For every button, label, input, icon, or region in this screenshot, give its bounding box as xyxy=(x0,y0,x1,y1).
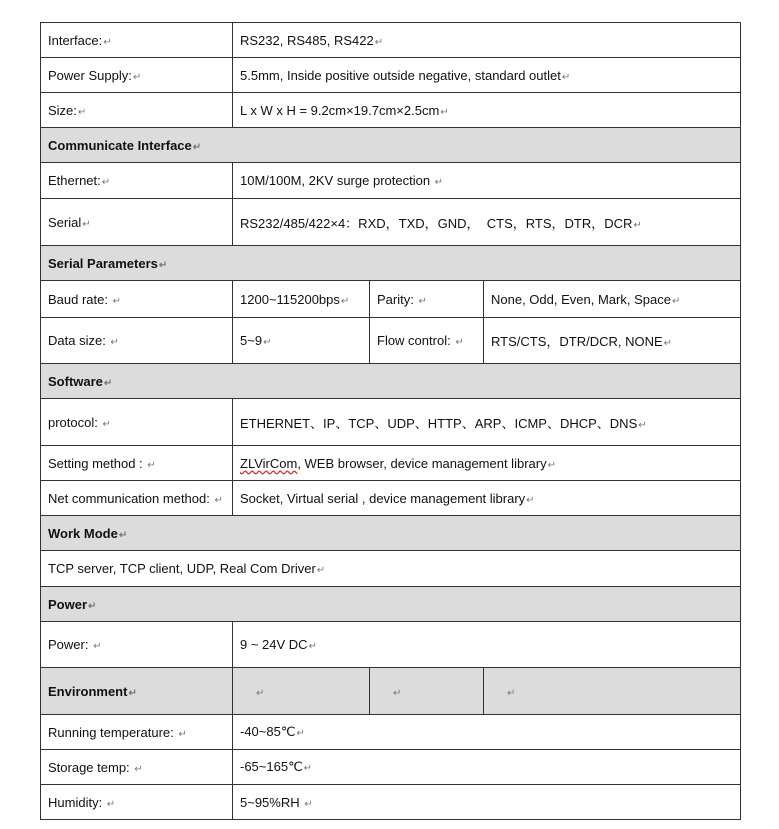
return-mark-icon: ↵ xyxy=(178,728,187,740)
return-mark-icon: ↵ xyxy=(374,36,384,48)
return-mark-icon: ↵ xyxy=(106,798,116,810)
table-row xyxy=(41,551,741,587)
environment-empty-cell xyxy=(370,668,484,715)
protocol-label: protocol: ↵ xyxy=(41,399,233,446)
interface-label: Interface:↵ xyxy=(41,23,233,58)
table-row xyxy=(41,163,741,199)
return-mark-icon: ↵ xyxy=(547,459,556,471)
storage-temp-value: -65~165℃↵ xyxy=(233,750,741,785)
data-size-label: Data size: ↵ xyxy=(41,318,233,364)
flow-control-value: RTS/CTS，DTR/DCR, NONE↵ xyxy=(484,318,741,364)
net-comm-label: Net communication method: ↵ xyxy=(41,481,233,516)
return-mark-icon: ↵ xyxy=(103,377,113,389)
section-environment: Environment↵ xyxy=(41,668,233,715)
table-row xyxy=(41,446,741,481)
serial-label: Serial↵ xyxy=(41,199,233,246)
return-mark-icon: ↵ xyxy=(110,337,119,348)
return-mark-icon: ↵ xyxy=(507,687,516,699)
table-row xyxy=(41,785,741,820)
return-mark-icon: ↵ xyxy=(93,641,102,652)
return-mark-icon: ↵ xyxy=(418,295,427,307)
return-mark-icon: ↵ xyxy=(214,494,223,506)
return-mark-icon: ↵ xyxy=(192,141,202,153)
table-row xyxy=(41,23,741,58)
table-row xyxy=(41,750,741,785)
return-mark-icon: ↵ xyxy=(561,71,571,83)
return-mark-icon: ↵ xyxy=(633,219,642,231)
table-row xyxy=(41,399,741,446)
table-row xyxy=(41,281,741,318)
net-comm-value: Socket, Virtual serial , device management library↵ xyxy=(233,481,741,516)
return-mark-icon: ↵ xyxy=(88,600,97,612)
return-mark-icon: ↵ xyxy=(102,418,111,430)
return-mark-icon: ↵ xyxy=(147,459,156,471)
section-work-mode: Work Mode↵ xyxy=(41,516,741,551)
return-mark-icon: ↵ xyxy=(440,106,449,118)
return-mark-icon: ↵ xyxy=(82,218,91,230)
power-label: Power: ↵ xyxy=(41,622,233,668)
table-row xyxy=(41,481,741,516)
return-mark-icon: ↵ xyxy=(303,763,313,774)
section-power: Power↵ xyxy=(41,587,741,622)
size-value: L x W x H = 9.2cm×19.7cm×2.5cm↵ xyxy=(233,93,741,128)
environment-empty-cell xyxy=(484,668,741,715)
return-mark-icon: ↵ xyxy=(393,687,402,699)
return-mark-icon: ↵ xyxy=(526,494,535,506)
section-software: Software↵ xyxy=(41,364,741,399)
table-row xyxy=(41,93,741,128)
work-mode-value: TCP server, TCP client, UDP, Real Com Driver↵ xyxy=(41,551,741,587)
running-temp-value: -40~85℃↵ xyxy=(233,715,741,750)
return-mark-icon: ↵ xyxy=(663,338,673,349)
size-label: Size:↵ xyxy=(41,93,233,128)
table-row xyxy=(41,318,741,364)
power-supply-value: 5.5mm, Inside positive outside negative, standard outlet↵ xyxy=(233,58,741,93)
running-temp-label: Running temperature: ↵ xyxy=(41,715,233,750)
return-mark-icon: ↵ xyxy=(671,295,681,307)
return-mark-icon: ↵ xyxy=(134,763,143,775)
return-mark-icon: ↵ xyxy=(316,565,326,576)
humidity-label: Humidity: ↵ xyxy=(41,785,233,820)
return-mark-icon: ↵ xyxy=(434,177,444,188)
return-mark-icon: ↵ xyxy=(263,337,272,348)
return-mark-icon: ↵ xyxy=(638,419,647,431)
return-mark-icon: ↵ xyxy=(296,728,305,739)
parity-label: Parity: ↵ xyxy=(370,281,484,318)
power-value: 9 ~ 24V DC↵ xyxy=(233,622,741,668)
humidity-value: 5~95%RH ↵ xyxy=(233,785,741,820)
protocol-value: ETHERNET、IP、TCP、UDP、HTTP、ARP、ICMP、DHCP、DNS↵ xyxy=(233,399,741,446)
setting-method-value: ZLVirCom, WEB browser, device management library↵ xyxy=(233,446,741,481)
interface-value: RS232, RS485, RS422↵ xyxy=(233,23,741,58)
return-mark-icon: ↵ xyxy=(132,71,142,83)
ethernet-label: Ethernet:↵ xyxy=(41,163,233,199)
return-mark-icon: ↵ xyxy=(304,798,313,810)
section-header-row xyxy=(41,668,741,715)
section-header-row xyxy=(41,128,741,163)
table-row xyxy=(41,622,741,668)
return-mark-icon: ↵ xyxy=(308,641,317,652)
storage-temp-label: Storage temp: ↵ xyxy=(41,750,233,785)
setting-method-label: Setting method : ↵ xyxy=(41,446,233,481)
spec-table xyxy=(40,22,741,820)
environment-empty-cell xyxy=(233,668,370,715)
ethernet-value: 10M/100M, 2KV surge protection ↵ xyxy=(233,163,741,199)
baud-rate-label: Baud rate: ↵ xyxy=(41,281,233,318)
flow-control-label: Flow control: ↵ xyxy=(370,318,484,364)
section-serial-parameters: Serial Parameters↵ xyxy=(41,246,741,281)
table-row xyxy=(41,199,741,246)
power-supply-label: Power Supply:↵ xyxy=(41,58,233,93)
section-header-row xyxy=(41,246,741,281)
return-mark-icon: ↵ xyxy=(158,259,168,271)
return-mark-icon: ↵ xyxy=(340,295,350,307)
spellcheck-word: ZLVirCom xyxy=(240,455,298,471)
return-mark-icon: ↵ xyxy=(77,106,87,118)
table-row xyxy=(41,715,741,750)
return-mark-icon: ↵ xyxy=(103,36,112,48)
return-mark-icon: ↵ xyxy=(101,177,111,188)
return-mark-icon: ↵ xyxy=(455,337,464,348)
return-mark-icon: ↵ xyxy=(112,295,121,307)
data-size-value: 5~9↵ xyxy=(233,318,370,364)
section-communicate-interface: Communicate Interface↵ xyxy=(41,128,741,163)
table-row xyxy=(41,58,741,93)
parity-value: None, Odd, Even, Mark, Space↵ xyxy=(484,281,741,318)
return-mark-icon: ↵ xyxy=(256,687,265,699)
serial-value: RS232/485/422×4：RXD，TXD，GND， CTS，RTS，DTR，DCR↵ xyxy=(233,199,741,246)
return-mark-icon: ↵ xyxy=(118,529,128,541)
section-header-row xyxy=(41,516,741,551)
section-header-row xyxy=(41,364,741,399)
return-mark-icon: ↵ xyxy=(128,687,137,699)
section-header-row xyxy=(41,587,741,622)
baud-rate-value: 1200~115200bps↵ xyxy=(233,281,370,318)
